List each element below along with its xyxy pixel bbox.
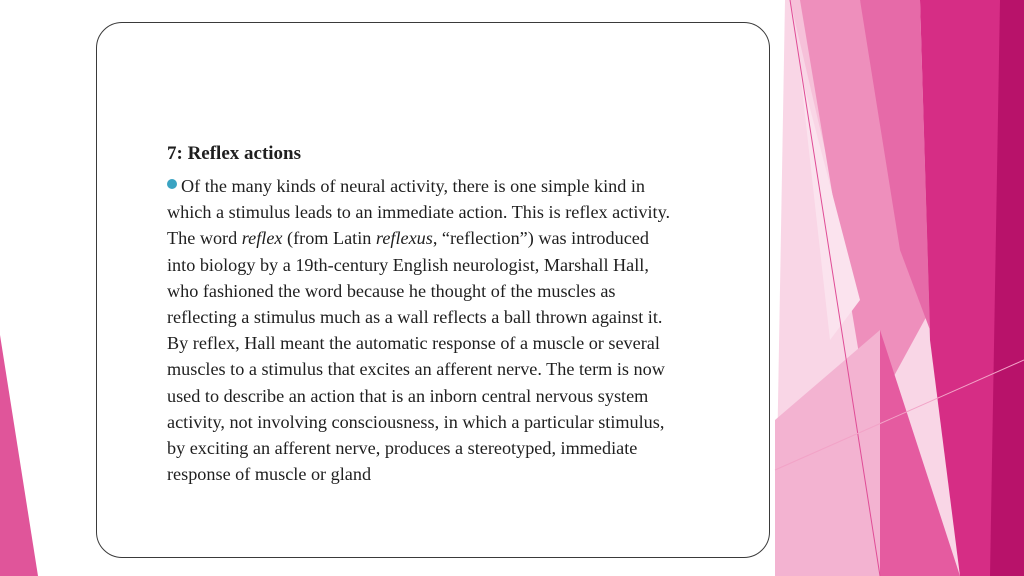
- decor-facet: [0, 335, 38, 576]
- italic-term: reflexus: [375, 228, 433, 249]
- text-line: which a stimulus leads to an immediate action. This is reflex activity.: [167, 202, 671, 223]
- slide-title: 7: Reflex actions: [167, 143, 302, 164]
- text-line: By reflex, Hall meant the automatic response of a muscle or several: [167, 333, 660, 354]
- text-line: used to describe an action that is an inborn central nervous system: [167, 385, 649, 406]
- text-line: muscles to a stimulus that excites an afferent nerve. The term is now: [167, 359, 665, 380]
- bullet-dot-icon: [167, 179, 177, 189]
- bullet-paragraph: [167, 173, 747, 487]
- text-line: who fashioned the word because he thought of the muscles as: [167, 280, 616, 301]
- card-content: [167, 141, 747, 487]
- text-line: Of the many kinds of neural activity, there is one simple kind in: [167, 173, 747, 199]
- text-line: by exciting an afferent nerve, produces a stereotyped, immediate: [167, 438, 638, 459]
- text-line: response of muscle or gland: [167, 464, 372, 485]
- text-line: into biology by a 19th-century English neurologist, Marshall Hall,: [167, 254, 649, 275]
- text-line: The word reflex (from Latin reflexus, “reflection”) was introduced: [167, 228, 649, 249]
- text-line: reflecting a stimulus much as a wall reflects a ball thrown against it.: [167, 307, 663, 328]
- content-card: [96, 22, 770, 558]
- italic-term: reflex: [241, 228, 283, 249]
- text-line: activity, not involving consciousness, in which a particular stimulus,: [167, 411, 665, 432]
